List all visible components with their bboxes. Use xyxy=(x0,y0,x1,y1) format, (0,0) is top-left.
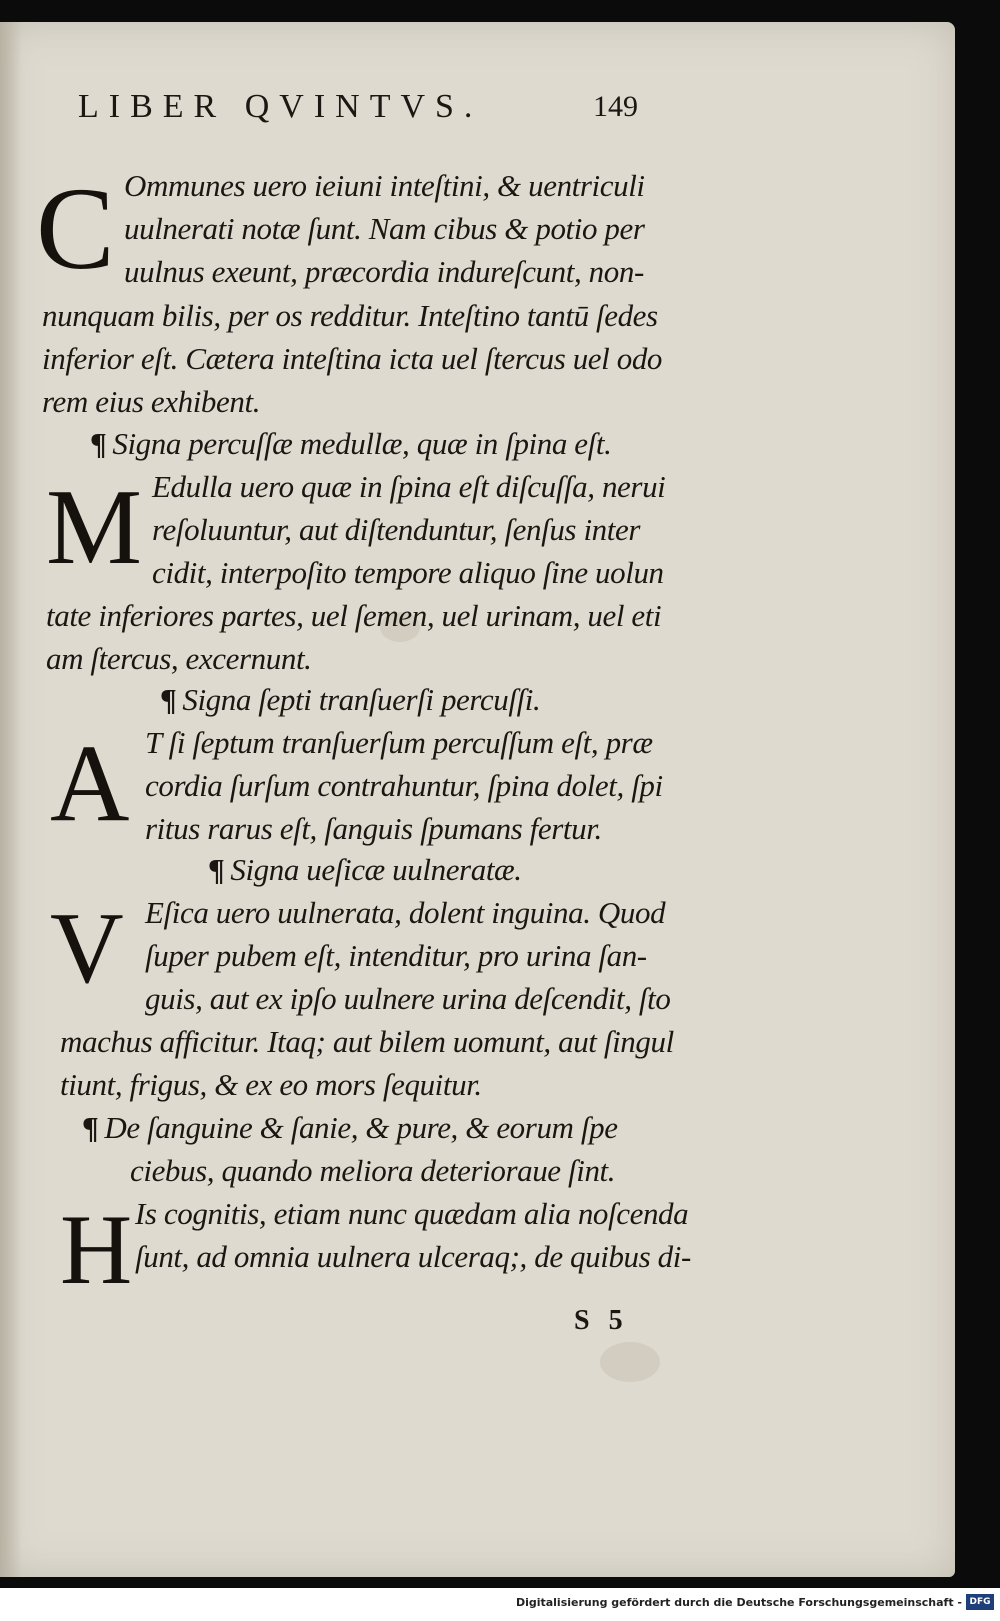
section-heading xyxy=(208,852,522,888)
text-line: am ſtercus, excernunt. xyxy=(46,641,312,676)
heading-text: De ſanguine & ſanie, & pure, & eorum ſpe xyxy=(104,1110,618,1145)
text-line: rem eius exhibent. xyxy=(42,384,261,419)
text-line: Is cognitis, etiam nunc quædam alia noſcenda xyxy=(135,1196,689,1231)
section-heading xyxy=(90,426,611,462)
book-page xyxy=(0,22,955,1577)
pilcrow-icon: ¶ xyxy=(82,1110,99,1145)
page-number: 149 xyxy=(593,90,638,123)
drop-capital: H xyxy=(60,1194,133,1305)
text-line: inferior eſt. Cætera inteſtina icta uel ſtercus uel odo xyxy=(42,341,663,376)
text-line: Edulla uero quæ in ſpina eſt diſcuſſa, nerui xyxy=(152,469,666,504)
drop-capital: A xyxy=(50,722,130,844)
dfg-logo: DFG xyxy=(966,1594,994,1610)
text-line: ſunt, ad omnia uulnera ulceraq;, de quibus di- xyxy=(135,1239,691,1274)
text-line: Ommunes uero ieiuni inteſtini, & uentriculi xyxy=(124,168,645,203)
text-line: uulnerati notæ ſunt. Nam cibus & potio per xyxy=(124,211,645,246)
drop-capital: V xyxy=(50,892,124,1005)
paper-stain xyxy=(600,1342,660,1382)
heading-text: Signa ueſicæ uulneratæ. xyxy=(230,852,522,887)
text-line: guis, aut ex ipſo uulnere urina deſcendit, ſto xyxy=(145,981,671,1016)
text-line: reſoluuntur, aut diſtenduntur, ſenſus inter xyxy=(152,512,640,547)
text-line: ritus rarus eſt, ſanguis ſpumans fertur. xyxy=(145,811,602,846)
pilcrow-icon: ¶ xyxy=(208,852,225,887)
text-line: nunquam bilis, per os redditur. Inteſtino tantū ſedes xyxy=(42,298,658,333)
heading-text: Signa ſepti tranſuerſi percuſſi. xyxy=(182,682,541,717)
page-header xyxy=(78,88,658,128)
section-heading xyxy=(82,1110,618,1146)
pilcrow-icon: ¶ xyxy=(160,682,177,717)
text-line: cidit, interpoſito tempore aliquo ſine uolun xyxy=(152,555,664,590)
drop-capital: M xyxy=(46,468,143,587)
text-line: uulnus exeunt, præcordia indureſcunt, non- xyxy=(124,254,644,289)
running-title: LIBER QVINTVS. xyxy=(78,88,483,125)
text-line: cordia ſurſum contrahuntur, ſpina dolet, ſpi xyxy=(145,768,663,803)
text-line: Eſica uero uulnerata, dolent inguina. Quod xyxy=(145,895,666,930)
text-line: tate inferiores partes, uel ſemen, uel urinam, uel eti xyxy=(46,598,662,633)
page-gutter-shadow xyxy=(0,22,22,1577)
text-line: tiunt, frigus, & ex eo mors ſequitur. xyxy=(60,1067,482,1102)
pilcrow-icon: ¶ xyxy=(90,426,107,461)
funding-credit: Digitalisierung gefördert durch die Deutsche Forschungsgemeinschaft - xyxy=(515,1596,962,1609)
signature-mark: S 5 xyxy=(574,1305,629,1336)
text-line: T ſi ſeptum tranſuerſum percuſſum eſt, præ xyxy=(145,725,653,760)
text-line: ſuper pubem eſt, intenditur, pro urina ſan- xyxy=(145,938,647,973)
section-heading-continued: ciebus, quando meliora deterioraue ſint. xyxy=(130,1153,616,1188)
digitization-footer xyxy=(0,1588,1000,1621)
drop-capital: C xyxy=(36,163,115,294)
section-heading xyxy=(160,682,540,718)
text-line: machus afficitur. Itaq; aut bilem uomunt, aut ſingul xyxy=(60,1024,674,1059)
heading-text: Signa percuſſæ medullæ, quæ in ſpina eſt. xyxy=(112,426,612,461)
